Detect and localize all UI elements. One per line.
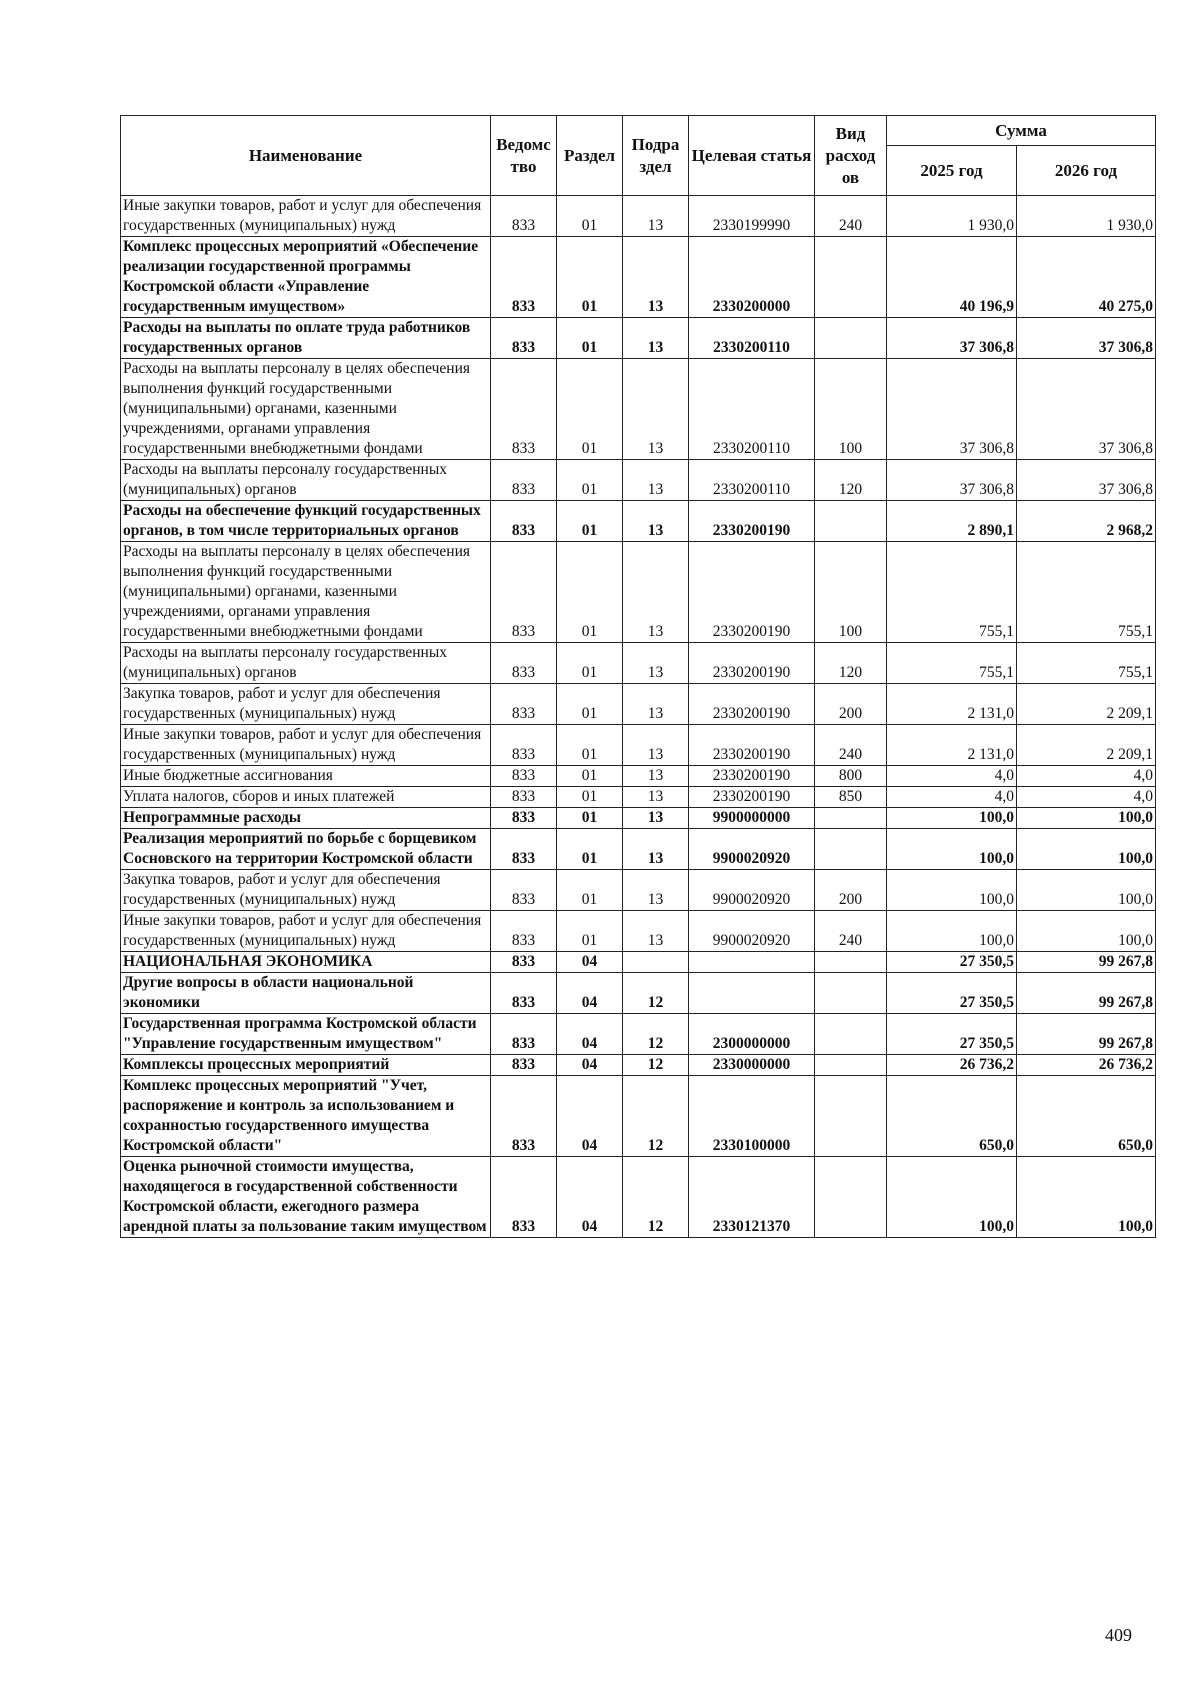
row-sum-2026: 37 306,8 <box>1017 460 1156 501</box>
row-sum-2025: 2 890,1 <box>887 501 1017 542</box>
row-expense-type: 240 <box>815 196 887 237</box>
row-name: Расходы на выплаты по оплате труда работников государственных органов <box>121 318 491 359</box>
row-razdel: 01 <box>557 359 623 460</box>
row-target-article <box>689 973 815 1014</box>
row-target-article: 2330200110 <box>689 318 815 359</box>
row-sum-2025: 4,0 <box>887 787 1017 808</box>
row-razdel: 01 <box>557 870 623 911</box>
table-row <box>121 643 1156 684</box>
row-expense-type: 120 <box>815 643 887 684</box>
row-name: Расходы на выплаты персоналу государственных (муниципальных) органов <box>121 460 491 501</box>
row-target-article: 9900020920 <box>689 870 815 911</box>
row-razdel: 01 <box>557 542 623 643</box>
row-razdel: 01 <box>557 501 623 542</box>
row-target-article: 2330200190 <box>689 501 815 542</box>
row-sum-2025: 650,0 <box>887 1076 1017 1157</box>
row-podrazdel: 12 <box>623 973 689 1014</box>
row-sum-2025: 2 131,0 <box>887 684 1017 725</box>
row-sum-2026: 755,1 <box>1017 643 1156 684</box>
row-expense-type: 200 <box>815 870 887 911</box>
row-razdel: 01 <box>557 643 623 684</box>
row-target-article: 9900020920 <box>689 829 815 870</box>
row-expense-type <box>815 237 887 318</box>
row-vedomstvo: 833 <box>491 542 557 643</box>
row-razdel: 01 <box>557 911 623 952</box>
row-vedomstvo: 833 <box>491 318 557 359</box>
row-name: Иные закупки товаров, работ и услуг для обеспечения государственных (муниципальных) нужд <box>121 911 491 952</box>
row-razdel: 01 <box>557 725 623 766</box>
table-row <box>121 787 1156 808</box>
row-name: Непрограммные расходы <box>121 808 491 829</box>
row-razdel: 01 <box>557 196 623 237</box>
row-name: Другие вопросы в области национальной экономики <box>121 973 491 1014</box>
row-sum-2025: 755,1 <box>887 643 1017 684</box>
row-podrazdel: 13 <box>623 643 689 684</box>
row-expense-type <box>815 1157 887 1238</box>
row-name: Расходы на обеспечение функций государственных органов, в том числе территориальных органов <box>121 501 491 542</box>
row-sum-2026: 650,0 <box>1017 1076 1156 1157</box>
table-row <box>121 1014 1156 1055</box>
row-vedomstvo: 833 <box>491 911 557 952</box>
table-row <box>121 829 1156 870</box>
row-sum-2025: 27 350,5 <box>887 952 1017 973</box>
row-sum-2025: 37 306,8 <box>887 318 1017 359</box>
row-razdel: 01 <box>557 684 623 725</box>
table-row <box>121 501 1156 542</box>
row-target-article <box>689 952 815 973</box>
table-row <box>121 1076 1156 1157</box>
row-vedomstvo: 833 <box>491 829 557 870</box>
row-razdel: 01 <box>557 318 623 359</box>
row-expense-type <box>815 973 887 1014</box>
table-row <box>121 359 1156 460</box>
row-sum-2026: 2 209,1 <box>1017 725 1156 766</box>
row-target-article: 9900020920 <box>689 911 815 952</box>
header-sum: Сумма <box>887 116 1156 146</box>
row-sum-2026: 100,0 <box>1017 911 1156 952</box>
row-podrazdel: 12 <box>623 1014 689 1055</box>
row-sum-2025: 2 131,0 <box>887 725 1017 766</box>
row-vedomstvo: 833 <box>491 766 557 787</box>
row-sum-2025: 4,0 <box>887 766 1017 787</box>
row-target-article: 9900000000 <box>689 808 815 829</box>
row-sum-2025: 40 196,9 <box>887 237 1017 318</box>
table-header <box>121 116 1156 196</box>
header-name: Наименование <box>121 116 491 196</box>
row-razdel: 04 <box>557 1076 623 1157</box>
budget-table <box>120 115 1156 1238</box>
row-vedomstvo: 833 <box>491 1014 557 1055</box>
header-target-article: Целевая статья <box>689 116 815 196</box>
row-target-article: 2330100000 <box>689 1076 815 1157</box>
row-vedomstvo: 833 <box>491 787 557 808</box>
header-razdel: Раздел <box>557 116 623 196</box>
row-sum-2026: 99 267,8 <box>1017 1014 1156 1055</box>
row-sum-2026: 26 736,2 <box>1017 1055 1156 1076</box>
table-row <box>121 870 1156 911</box>
row-podrazdel: 13 <box>623 460 689 501</box>
row-expense-type <box>815 829 887 870</box>
row-podrazdel: 13 <box>623 787 689 808</box>
row-podrazdel: 13 <box>623 725 689 766</box>
row-sum-2026: 1 930,0 <box>1017 196 1156 237</box>
row-name: Иные закупки товаров, работ и услуг для обеспечения государственных (муниципальных) нужд <box>121 725 491 766</box>
row-name: Расходы на выплаты персоналу в целях обеспечения выполнения функций государственными (муниципальными) органами, казенными учреждениями, органами управления государственными внебюджетными фондами <box>121 359 491 460</box>
row-name: Расходы на выплаты персоналу в целях обеспечения выполнения функций государственными (муниципальными) органами, казенными учреждениями, органами управления государственными внебюджетными фондами <box>121 542 491 643</box>
row-sum-2025: 100,0 <box>887 911 1017 952</box>
row-target-article: 2330200110 <box>689 460 815 501</box>
row-razdel: 04 <box>557 1014 623 1055</box>
row-expense-type <box>815 501 887 542</box>
row-expense-type <box>815 952 887 973</box>
table-row <box>121 542 1156 643</box>
row-podrazdel: 12 <box>623 1076 689 1157</box>
row-razdel: 01 <box>557 829 623 870</box>
table-row <box>121 237 1156 318</box>
row-sum-2026: 100,0 <box>1017 870 1156 911</box>
row-name: Реализация мероприятий по борьбе с борщевиком Сосновского на территории Костромской области <box>121 829 491 870</box>
row-podrazdel: 13 <box>623 829 689 870</box>
row-podrazdel: 13 <box>623 196 689 237</box>
row-sum-2026: 4,0 <box>1017 787 1156 808</box>
row-podrazdel: 13 <box>623 766 689 787</box>
table-row <box>121 1055 1156 1076</box>
row-sum-2025: 100,0 <box>887 808 1017 829</box>
row-podrazdel: 13 <box>623 501 689 542</box>
row-podrazdel: 13 <box>623 870 689 911</box>
page-number: 409 <box>1105 1625 1132 1645</box>
row-vedomstvo: 833 <box>491 1076 557 1157</box>
table-row <box>121 911 1156 952</box>
row-vedomstvo: 833 <box>491 237 557 318</box>
row-podrazdel: 13 <box>623 542 689 643</box>
row-expense-type: 240 <box>815 725 887 766</box>
row-vedomstvo: 833 <box>491 643 557 684</box>
row-podrazdel: 12 <box>623 1157 689 1238</box>
row-razdel: 01 <box>557 787 623 808</box>
row-sum-2026: 40 275,0 <box>1017 237 1156 318</box>
row-vedomstvo: 833 <box>491 501 557 542</box>
row-sum-2025: 100,0 <box>887 829 1017 870</box>
row-sum-2026: 755,1 <box>1017 542 1156 643</box>
row-vedomstvo: 833 <box>491 725 557 766</box>
row-podrazdel: 13 <box>623 318 689 359</box>
row-target-article: 2330200190 <box>689 766 815 787</box>
row-podrazdel: 13 <box>623 808 689 829</box>
header-vedomstvo: Ведомс тво <box>491 116 557 196</box>
row-vedomstvo: 833 <box>491 196 557 237</box>
row-name: Государственная программа Костромской области "Управление государственным имуществом" <box>121 1014 491 1055</box>
row-name: Иные закупки товаров, работ и услуг для обеспечения государственных (муниципальных) нужд <box>121 196 491 237</box>
row-sum-2026: 100,0 <box>1017 1157 1156 1238</box>
row-target-article: 2330000000 <box>689 1055 815 1076</box>
row-target-article: 2330200190 <box>689 725 815 766</box>
row-expense-type: 800 <box>815 766 887 787</box>
row-name: Закупка товаров, работ и услуг для обеспечения государственных (муниципальных) нужд <box>121 684 491 725</box>
row-sum-2025: 1 930,0 <box>887 196 1017 237</box>
row-sum-2026: 37 306,8 <box>1017 359 1156 460</box>
row-sum-2026: 100,0 <box>1017 808 1156 829</box>
row-name: Уплата налогов, сборов и иных платежей <box>121 787 491 808</box>
row-razdel: 04 <box>557 973 623 1014</box>
table-row <box>121 973 1156 1014</box>
row-expense-type <box>815 1076 887 1157</box>
row-name: Комплекс процессных мероприятий "Учет, распоряжение и контроль за использованием и сохранностью государственного имущества Костромской области" <box>121 1076 491 1157</box>
row-expense-type <box>815 318 887 359</box>
row-expense-type <box>815 1055 887 1076</box>
table-row <box>121 725 1156 766</box>
header-podrazdel: Подра здел <box>623 116 689 196</box>
header-year-2025: 2025 год <box>887 146 1017 196</box>
row-vedomstvo: 833 <box>491 973 557 1014</box>
row-target-article: 2330200190 <box>689 787 815 808</box>
row-razdel: 04 <box>557 1157 623 1238</box>
table-row <box>121 684 1156 725</box>
row-target-article: 2330199990 <box>689 196 815 237</box>
row-sum-2025: 37 306,8 <box>887 359 1017 460</box>
table-row <box>121 808 1156 829</box>
row-vedomstvo: 833 <box>491 684 557 725</box>
row-vedomstvo: 833 <box>491 952 557 973</box>
row-razdel: 01 <box>557 808 623 829</box>
row-expense-type: 100 <box>815 542 887 643</box>
row-vedomstvo: 833 <box>491 1157 557 1238</box>
row-razdel: 04 <box>557 952 623 973</box>
row-name: Иные бюджетные ассигнования <box>121 766 491 787</box>
row-sum-2025: 100,0 <box>887 870 1017 911</box>
row-target-article: 2330200110 <box>689 359 815 460</box>
row-podrazdel: 12 <box>623 1055 689 1076</box>
row-sum-2026: 99 267,8 <box>1017 973 1156 1014</box>
row-target-article: 2330200190 <box>689 684 815 725</box>
row-podrazdel: 13 <box>623 911 689 952</box>
row-razdel: 01 <box>557 766 623 787</box>
row-name: Закупка товаров, работ и услуг для обеспечения государственных (муниципальных) нужд <box>121 870 491 911</box>
row-sum-2025: 37 306,8 <box>887 460 1017 501</box>
row-sum-2026: 2 209,1 <box>1017 684 1156 725</box>
row-razdel: 04 <box>557 1055 623 1076</box>
header-year-2026: 2026 год <box>1017 146 1156 196</box>
row-expense-type: 120 <box>815 460 887 501</box>
table-row <box>121 196 1156 237</box>
row-sum-2026: 2 968,2 <box>1017 501 1156 542</box>
row-name: Расходы на выплаты персоналу государственных (муниципальных) органов <box>121 643 491 684</box>
row-vedomstvo: 833 <box>491 359 557 460</box>
row-target-article: 2330200000 <box>689 237 815 318</box>
row-vedomstvo: 833 <box>491 460 557 501</box>
row-expense-type: 850 <box>815 787 887 808</box>
row-expense-type: 200 <box>815 684 887 725</box>
table-row <box>121 766 1156 787</box>
row-target-article: 2330200190 <box>689 542 815 643</box>
row-expense-type <box>815 1014 887 1055</box>
row-expense-type <box>815 808 887 829</box>
row-name: Оценка рыночной стоимости имущества, находящегося в государственной собственности Костромской области, ежегодного размера арендной платы за пользование таким имуществом <box>121 1157 491 1238</box>
row-vedomstvo: 833 <box>491 808 557 829</box>
row-vedomstvo: 833 <box>491 1055 557 1076</box>
table-row <box>121 318 1156 359</box>
row-sum-2026: 99 267,8 <box>1017 952 1156 973</box>
row-target-article: 2300000000 <box>689 1014 815 1055</box>
row-sum-2025: 100,0 <box>887 1157 1017 1238</box>
header-expense-type: Вид расход ов <box>815 116 887 196</box>
row-name: Комплексы процессных мероприятий <box>121 1055 491 1076</box>
row-sum-2025: 26 736,2 <box>887 1055 1017 1076</box>
row-sum-2025: 27 350,5 <box>887 1014 1017 1055</box>
row-razdel: 01 <box>557 460 623 501</box>
row-name: НАЦИОНАЛЬНАЯ ЭКОНОМИКА <box>121 952 491 973</box>
row-podrazdel <box>623 952 689 973</box>
row-sum-2025: 755,1 <box>887 542 1017 643</box>
table-row <box>121 952 1156 973</box>
row-razdel: 01 <box>557 237 623 318</box>
row-podrazdel: 13 <box>623 237 689 318</box>
row-sum-2025: 27 350,5 <box>887 973 1017 1014</box>
row-vedomstvo: 833 <box>491 870 557 911</box>
row-expense-type: 100 <box>815 359 887 460</box>
row-target-article: 2330200190 <box>689 643 815 684</box>
table-row <box>121 1157 1156 1238</box>
row-podrazdel: 13 <box>623 359 689 460</box>
row-sum-2026: 37 306,8 <box>1017 318 1156 359</box>
row-target-article: 2330121370 <box>689 1157 815 1238</box>
row-sum-2026: 4,0 <box>1017 766 1156 787</box>
row-sum-2026: 100,0 <box>1017 829 1156 870</box>
table-row <box>121 460 1156 501</box>
row-podrazdel: 13 <box>623 684 689 725</box>
row-name: Комплекс процессных мероприятий «Обеспечение реализации государственной программы Костромской области «Управление государственным имуществом» <box>121 237 491 318</box>
row-expense-type: 240 <box>815 911 887 952</box>
table-body <box>121 196 1156 1238</box>
